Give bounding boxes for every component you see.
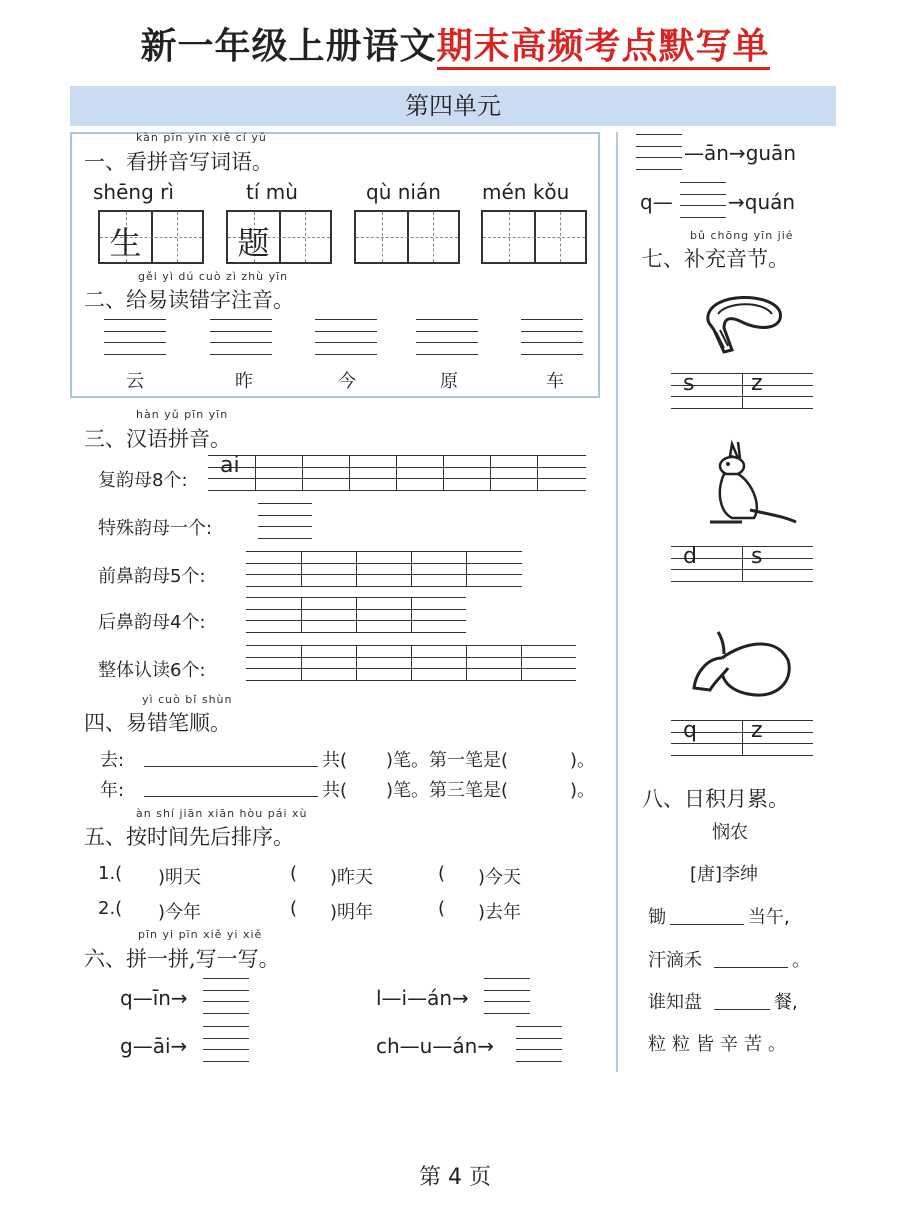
tianzige-word3[interactable]: [354, 210, 460, 264]
s7-pair1-lines[interactable]: [671, 373, 813, 409]
page-number: 第 4 页: [419, 1165, 491, 1190]
s4-row2-c: )笔。第三笔是(: [386, 780, 509, 801]
r1-text: —ān→guān: [684, 141, 796, 165]
s6-item-4: ch—u—án→: [376, 1034, 495, 1058]
s5-r2-a: 2.(: [98, 898, 123, 919]
s2-pinyin: gěi yì dú cuò zì zhù yīn: [138, 270, 289, 283]
s1-pinyin: kàn pīn yīn xiě cí yǔ: [136, 131, 267, 144]
s2-char-5: 车: [546, 371, 564, 392]
s6-pinyin: pīn yi pīn xiě yi xiě: [138, 928, 263, 941]
s7-heading: 七、补充音节。: [642, 247, 789, 271]
s6-answer-3[interactable]: [203, 1026, 249, 1062]
s5-r2-b: )今年: [158, 902, 202, 923]
word4-pinyin: mén kǒu: [482, 180, 570, 204]
s3-row3-label: 前鼻韵母5个:: [98, 566, 206, 587]
s7-pinyin: bǔ chōng yīn jié: [690, 229, 794, 242]
poem-line2-b: 。: [792, 950, 810, 971]
s2-char-4: 原: [440, 371, 458, 392]
s2-answer-lines-1[interactable]: [104, 319, 166, 355]
s3-heading: 三、汉语拼音。: [84, 427, 231, 451]
title-highlight: 期末高频考点默写单: [437, 25, 770, 70]
poem-author: [唐]李绅: [690, 864, 759, 885]
s5-r1-b: )明天: [158, 867, 202, 888]
poem-line3-blank[interactable]: [714, 1009, 770, 1010]
poem-line2-a: 汗滴禾: [648, 950, 702, 971]
s2-heading: 二、给易读错字注音。: [84, 288, 294, 312]
s1-heading: 一、看拼音写词语。: [84, 150, 273, 174]
s2-answer-lines-4[interactable]: [416, 319, 478, 355]
s3-row1-label: 复韵母8个:: [98, 470, 188, 491]
poem-line1-blank[interactable]: [670, 924, 744, 925]
s4-pinyin: yì cuò bǐ shùn: [142, 693, 233, 706]
s2-char-3: 今: [338, 371, 356, 392]
s6-answer-4[interactable]: [516, 1026, 562, 1062]
s5-heading: 五、按时间先后排序。: [84, 825, 294, 849]
unit-header: 第四单元: [70, 86, 836, 126]
tianzige-word4[interactable]: [481, 210, 587, 264]
s7-pair3-a: q: [683, 718, 697, 743]
s5-r2-e: (: [438, 898, 446, 919]
s4-row2-blank[interactable]: [144, 796, 318, 797]
s3-row5-lines[interactable]: [246, 645, 576, 681]
s8-heading: 八、日积月累。: [642, 787, 789, 811]
s6-item-3: g—āi→: [120, 1034, 188, 1058]
s5-r2-f: )去年: [478, 902, 522, 923]
s4-row1-char: 去:: [100, 750, 125, 771]
s7-pair3-lines[interactable]: [671, 720, 813, 756]
s5-r1-e: (: [438, 863, 446, 884]
s4-heading: 四、易错笔顺。: [84, 711, 231, 735]
s4-row1-blank[interactable]: [144, 766, 318, 767]
s3-pinyin: hàn yǔ pīn yīn: [136, 408, 229, 421]
s4-row2-d: )。: [570, 780, 596, 801]
s7-pair1-b: z: [751, 371, 763, 396]
s2-answer-lines-5[interactable]: [521, 319, 583, 355]
scarf-illustration: [702, 288, 784, 356]
s5-pinyin: àn shí jiān xiān hòu pái xù: [136, 807, 308, 820]
s6-answer-2[interactable]: [484, 978, 530, 1014]
word2-pinyin: tí mù: [246, 180, 298, 204]
s5-r1-a: 1.(: [98, 863, 123, 884]
s6-item-2: l—i—án→: [376, 986, 469, 1010]
s7-pair2-lines[interactable]: [671, 546, 813, 582]
tianzige-word2[interactable]: [226, 210, 332, 264]
poem-line1-b: 当午,: [748, 907, 790, 928]
s4-row1-b: 共(: [322, 750, 348, 771]
s2-answer-lines-2[interactable]: [210, 319, 272, 355]
s5-r1-c: (: [290, 863, 298, 884]
s5-r1-f: )今天: [478, 867, 522, 888]
r1-answer-lines[interactable]: [636, 134, 682, 170]
title-main: 新一年级上册语文: [140, 25, 437, 67]
poem-title: 悯农: [712, 822, 748, 843]
s3-row2-lines[interactable]: [258, 503, 312, 539]
s4-row1-d: )。: [570, 750, 596, 771]
poem-line3-b: 餐,: [774, 992, 798, 1013]
s2-char-1: 云: [126, 371, 144, 392]
r2-suffix: →quán: [728, 190, 796, 214]
s3-row5-label: 整体认读6个:: [98, 660, 206, 681]
s7-pair2-b: s: [751, 544, 763, 569]
s7-pair2-a: d: [683, 544, 697, 569]
poem-line4: 粒粒皆辛苦。: [648, 1034, 792, 1055]
s7-pair1-a: s: [683, 371, 695, 396]
poem-line1-a: 锄: [648, 907, 666, 928]
s5-r2-d: )明年: [330, 902, 374, 923]
s2-answer-lines-3[interactable]: [315, 319, 377, 355]
s2-char-2: 昨: [235, 371, 253, 392]
kangaroo-illustration: [702, 436, 798, 528]
s6-item-1: q—īn→: [120, 986, 188, 1010]
s6-heading: 六、拼一拼,写一写。: [84, 947, 280, 971]
s7-pair3-b: z: [751, 718, 763, 743]
s3-row1-first: ai: [220, 453, 240, 478]
s5-r1-d: )昨天: [330, 867, 374, 888]
document-title: [0, 18, 910, 69]
poem-line2-blank[interactable]: [714, 967, 788, 968]
poem-line3-a: 谁知盘: [648, 992, 702, 1013]
column-divider: [616, 132, 618, 1072]
r2-prefix: q—: [640, 190, 673, 214]
s4-row2-char: 年:: [100, 780, 125, 801]
s4-row2-b: 共(: [322, 780, 348, 801]
s6-answer-1[interactable]: [203, 978, 249, 1014]
word3-pinyin: qù nián: [366, 180, 441, 204]
word1-char1: 生: [109, 224, 142, 262]
s3-row3-lines[interactable]: [246, 551, 522, 587]
s4-row1-c: )笔。第一笔是(: [386, 750, 509, 771]
word1-pinyin: shēng rì: [93, 180, 174, 204]
s3-row4-label: 后鼻韵母4个:: [98, 612, 206, 633]
s3-row1-lines[interactable]: [208, 455, 586, 491]
word2-char1: 题: [237, 224, 270, 262]
r2-answer-lines[interactable]: [680, 182, 726, 218]
eggplant-illustration: [688, 628, 794, 700]
s3-row4-lines[interactable]: [246, 597, 466, 633]
s5-r2-c: (: [290, 898, 298, 919]
tianzige-word1[interactable]: [98, 210, 204, 264]
s3-row2-label: 特殊韵母一个:: [98, 518, 213, 539]
